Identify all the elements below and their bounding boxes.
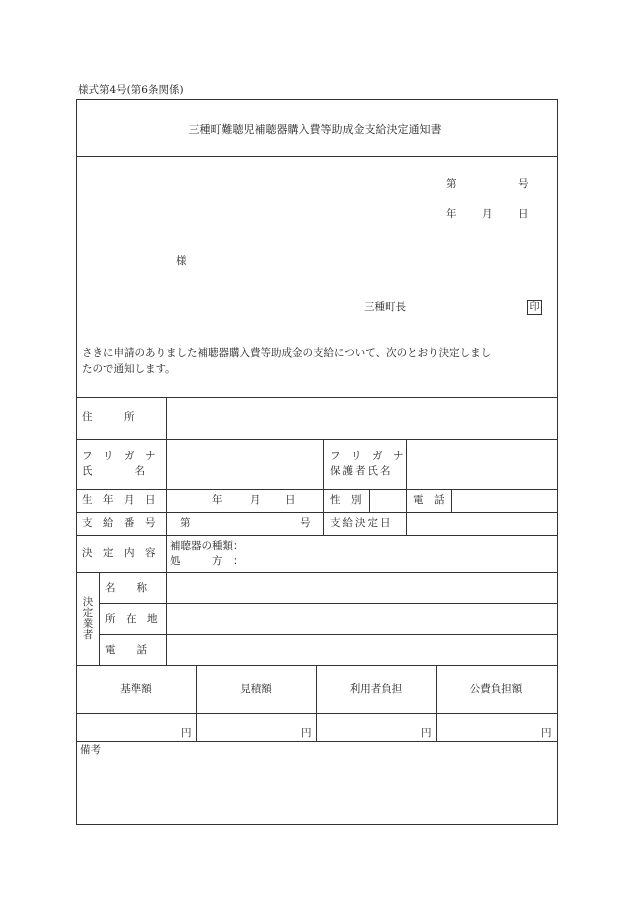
vendor-name-label: 名 称 (105, 582, 147, 594)
payment-date-label: 支給決定日 (330, 517, 393, 529)
payment-number-suffix: 号 (300, 517, 311, 529)
standard-amount-header: 基準額 (120, 683, 152, 695)
table-line (76, 512, 558, 513)
vendor-phone-label: 電 話 (105, 644, 147, 656)
guardian-furigana-label: フ リ ガ ナ (330, 450, 404, 462)
label-column-divider (166, 397, 167, 665)
furigana-label: フ リ ガ ナ (82, 450, 156, 462)
public-burden-header: 公費負担額 (469, 683, 523, 695)
amount-column-divider (436, 665, 437, 741)
recipient-honorific: 様 (176, 255, 187, 267)
address-label: 住 所 (82, 411, 135, 423)
table-line (99, 603, 558, 604)
table-line (76, 741, 558, 742)
form-number: 様式第4号(第6条関係) (78, 84, 184, 96)
table-line (76, 665, 558, 666)
table-line (76, 489, 558, 490)
birth-day: 日 (285, 494, 296, 506)
table-line (76, 572, 558, 573)
notice-text-line1: さきに申請のありました補聴器購入費等助成金の支給について、次のとおり決定しまし (82, 347, 492, 359)
decision-label: 決 定 内 容 (82, 547, 156, 559)
prescription-label: 処 方 ： (170, 555, 244, 567)
yen-unit: 円 (421, 727, 432, 739)
form-title: 三種町難聴児補聴器購入費等助成金支給決定通知書 (188, 123, 442, 136)
yen-unit: 円 (181, 727, 192, 739)
date-month: 月 (482, 208, 493, 220)
table-line (76, 713, 558, 714)
birth-year: 年 (212, 494, 223, 506)
number-suffix: 号 (518, 178, 529, 190)
table-top-line (76, 397, 558, 398)
notice-text-line2: たので通知します。 (82, 363, 176, 375)
date-year: 年 (446, 208, 457, 220)
phone-label: 電 話 (413, 494, 445, 506)
sex-value-divider (369, 489, 370, 512)
sex-label: 性 別 (330, 494, 362, 506)
table-line (76, 535, 558, 536)
number-prefix: 第 (446, 178, 457, 190)
birth-month: 月 (250, 494, 261, 506)
table-line (76, 439, 558, 440)
user-burden-header: 利用者負担 (349, 683, 403, 695)
issuer-name: 三種町長 (364, 301, 406, 313)
payment-number-label: 支 給 番 号 (82, 517, 156, 529)
date-day: 日 (518, 208, 529, 220)
mid-column-divider (323, 439, 324, 535)
amount-column-divider (196, 665, 197, 741)
guardian-name-label: 保護者氏名 (330, 465, 393, 477)
vendor-location-label: 所 在 地 (105, 613, 158, 625)
vendor-group-label: 決定業者 (82, 596, 94, 641)
amount-column-divider (316, 665, 317, 741)
title-divider (76, 156, 558, 157)
yen-unit: 円 (541, 727, 552, 739)
seal-mark: 印 (527, 300, 542, 315)
phone-label-divider (451, 489, 452, 512)
birth-date-label: 生 年 月 日 (82, 494, 156, 506)
yen-unit: 円 (301, 727, 312, 739)
name-label: 氏 名 (82, 465, 145, 477)
device-type-label: 補聴器の種類： (170, 540, 244, 552)
payment-number-prefix: 第 (180, 517, 191, 529)
right-column-divider (406, 439, 407, 535)
remarks-label: 備考 (80, 744, 101, 756)
vendor-group-divider (99, 572, 100, 665)
estimate-amount-header: 見積額 (240, 683, 272, 695)
table-line (99, 634, 558, 635)
